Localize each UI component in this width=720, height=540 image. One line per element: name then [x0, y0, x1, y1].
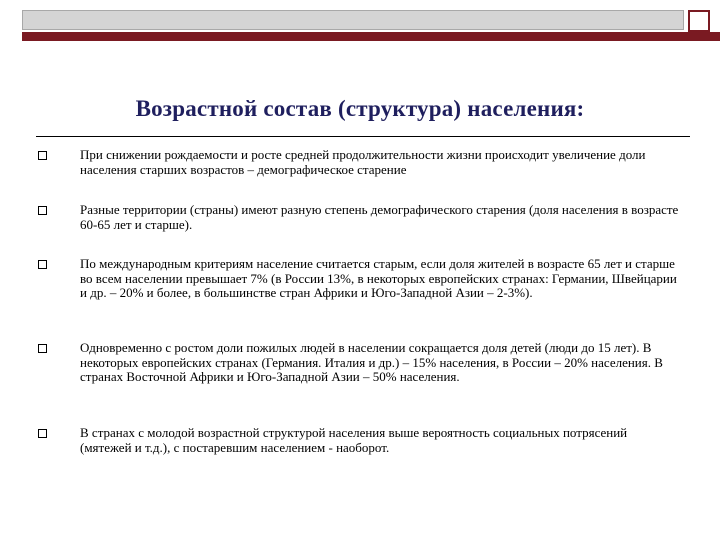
list-item-text: Одновременно с ростом доли пожилых людей в населении сокращается доля детей (люди до 15 лет). В некоторых европейских странах (Германия. Италия и др.) – 15% населения, в России – 20% населения. В странах Восточной Африки и Юго-Западной Азии – 50% населения. — [80, 340, 663, 384]
list-item-text: По международным критериям население считается старым, если доля жителей в возрасте 65 лет и старше во всем населении превышает 7% (в России 13%, в некоторых европейских странах: Германии, Швейцарии и др. – 20% и более, в большинстве стран Африки и Юго-Западной Азии – 2-3%). — [80, 256, 677, 300]
list-item-text: Разные территории (страны) имеют разную степень демографического старения (доля населения в возрасте 60-65 лет и старше). — [80, 202, 679, 232]
square-bullet-icon — [38, 151, 47, 160]
list-item-text: В странах с молодой возрастной структурой населения выше вероятность социальных потрясений (мятежей и т.д.), с постаревшим населением - наоборот. — [80, 425, 628, 455]
slide-title: Возрастной состав (структура) населения: — [135, 96, 585, 121]
square-bullet-icon — [38, 206, 47, 215]
square-bullet-icon — [38, 260, 47, 269]
list-item-text: При снижении рождаемости и росте средней продолжительности жизни происходит увеличение доли населения старших возрастов – демографическое старение — [80, 147, 646, 177]
square-bullet-icon — [38, 344, 47, 353]
square-bullet-icon — [38, 429, 47, 438]
